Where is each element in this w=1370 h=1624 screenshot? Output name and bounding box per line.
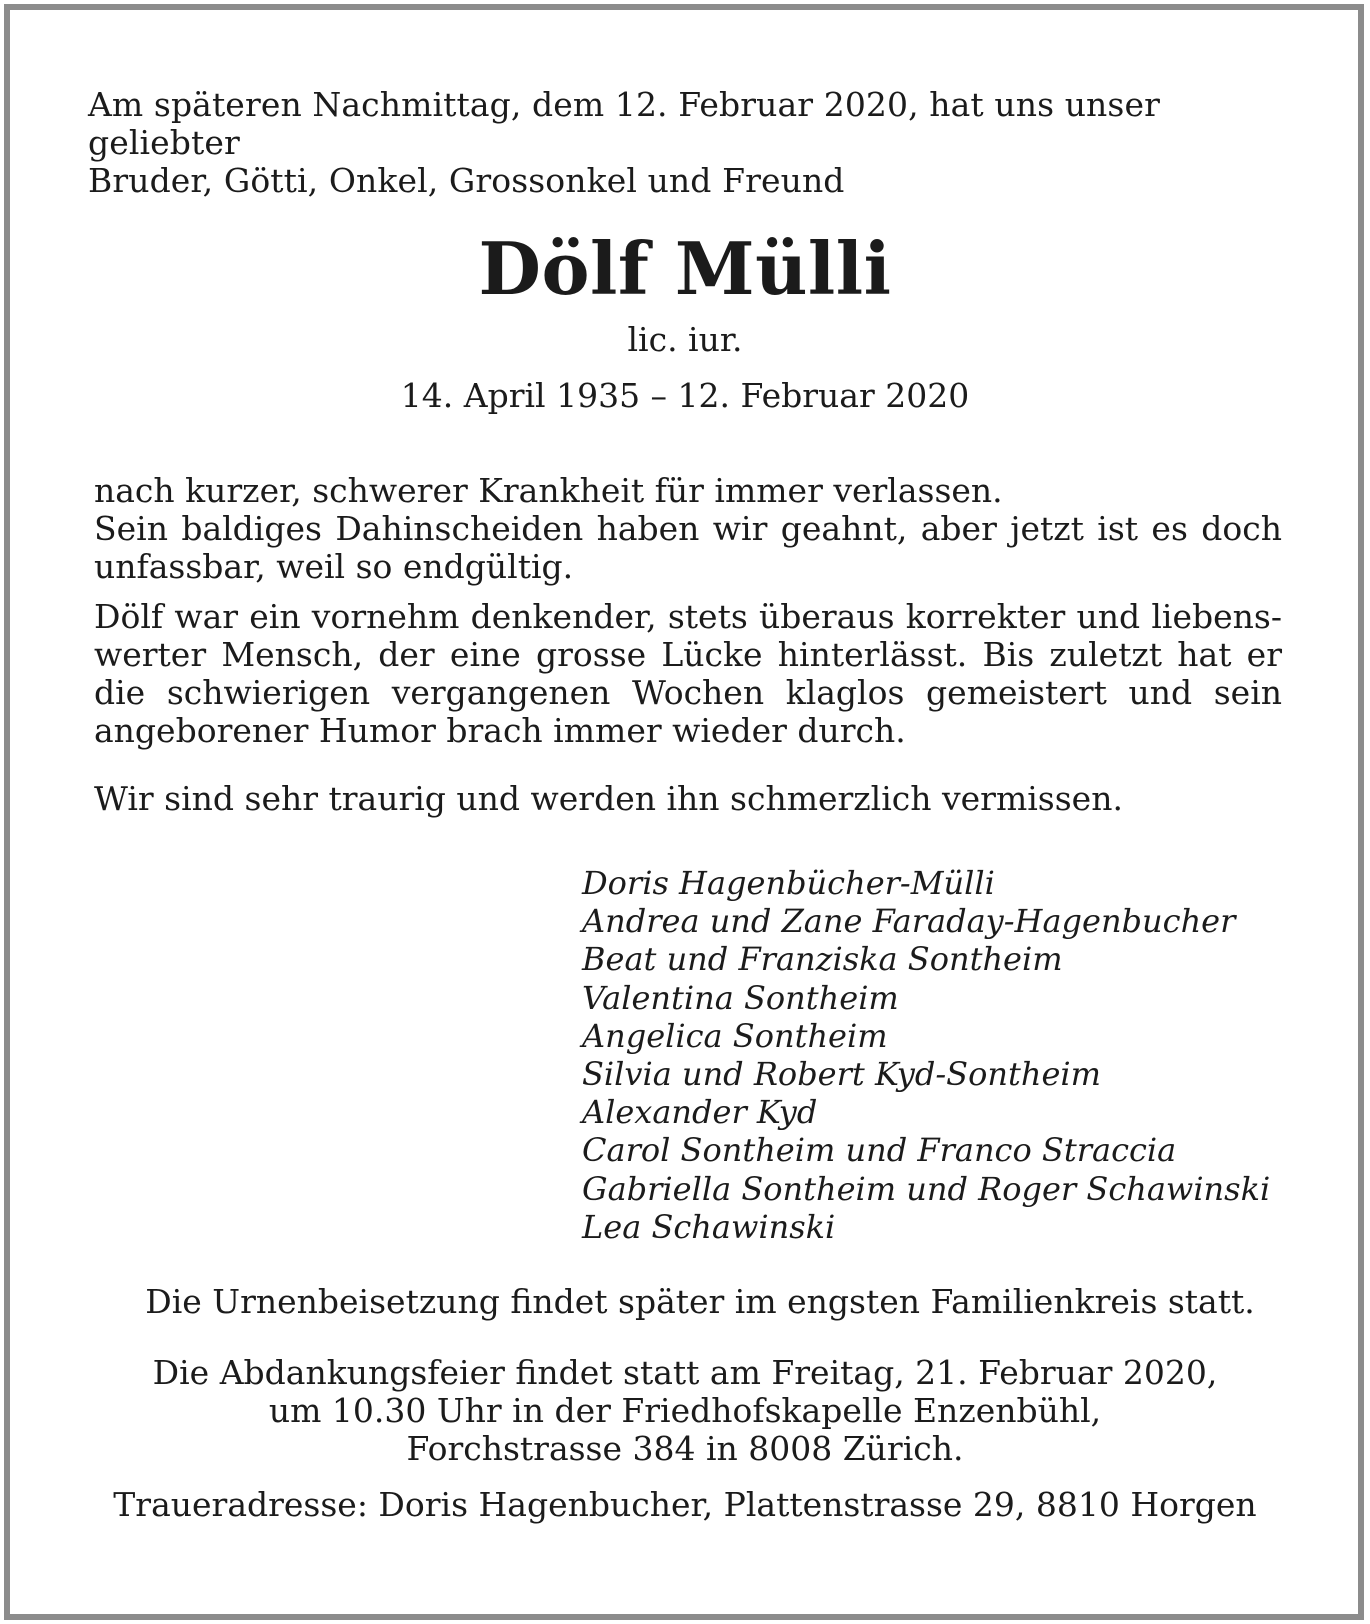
- mourner-name: Angelica Sontheim: [582, 1016, 888, 1055]
- body-paragraph-1: [94, 472, 1282, 586]
- ceremony-line-2: um 10.30 Uhr in der Friedhofskapelle Enzenbühl,: [268, 1391, 1102, 1430]
- mourner-name: Lea Schawinski: [582, 1207, 836, 1246]
- body-paragraph-1-line-2: Sein baldiges Dahinscheiden haben wir geahnt, aber jetzt ist es doch unfassbar, weil so endgültig.: [94, 509, 1282, 586]
- body-paragraph-1-line-1: nach kurzer, schwerer Krankheit für immer verlassen.: [94, 471, 1003, 510]
- urn-burial-notice: [0, 1283, 1370, 1321]
- deceased-name: Dölf Mülli: [478, 226, 892, 311]
- mourning-address: [0, 1486, 1370, 1524]
- life-dates: 14. April 1935 – 12. Februar 2020: [400, 376, 970, 415]
- mourner-name: Doris Hagenbücher-Mülli: [582, 864, 995, 902]
- urn-burial-text: Die Urnenbeisetzung findet später im engsten Familienkreis statt.: [145, 1282, 1255, 1321]
- intro-line-2: Bruder, Götti, Onkel, Grossonkel und Freund: [88, 161, 845, 200]
- mourner-name: Andrea und Zane Faraday-Hagenbucher: [582, 902, 1236, 941]
- mourner-name: Alexander Kyd: [582, 1093, 818, 1132]
- ceremony-notice: [0, 1354, 1370, 1468]
- mourner-name: Silvia und Robert Kyd-Sontheim: [582, 1055, 1101, 1094]
- mourner-name: Gabriella Sontheim und Roger Schawinski: [582, 1169, 1271, 1208]
- intro-line-1: Am späteren Nachmittag, dem 12. Februar 2020, hat uns unser geliebter: [88, 85, 1160, 162]
- mourner-name: Carol Sontheim und Franco Straccia: [582, 1131, 1177, 1170]
- body-paragraph-2: Dölf war ein vornehm denkender, stets überaus korrekter und liebenswerter Mensch, der eine grosse Lücke hinterlässt. Bis zuletzt hat er die schwierigen vergangenen Wochen klaglos gemeistert und sein angeborener Humor brach immer wieder durch.: [94, 597, 1282, 750]
- mourner-name: Valentina Sontheim: [582, 978, 899, 1017]
- intro-text: [88, 86, 1308, 200]
- mourners-list: [582, 864, 1270, 1246]
- mourning-address-text: Traueradresse: Doris Hagenbucher, Plattenstrasse 29, 8810 Horgen: [113, 1485, 1257, 1524]
- mourner-name: Beat und Franziska Sontheim: [582, 940, 1063, 979]
- body-paragraph-3: Wir sind sehr traurig und werden ihn schmerzlich vermissen.: [94, 779, 1123, 818]
- ceremony-line-1: Die Abdankungsfeier findet statt am Freitag, 21. Februar 2020,: [152, 1353, 1218, 1392]
- deceased-title: lic. iur.: [627, 320, 743, 359]
- ceremony-line-3: Forchstrasse 384 in 8008 Zürich.: [406, 1429, 964, 1468]
- obituary-body: [94, 472, 1282, 830]
